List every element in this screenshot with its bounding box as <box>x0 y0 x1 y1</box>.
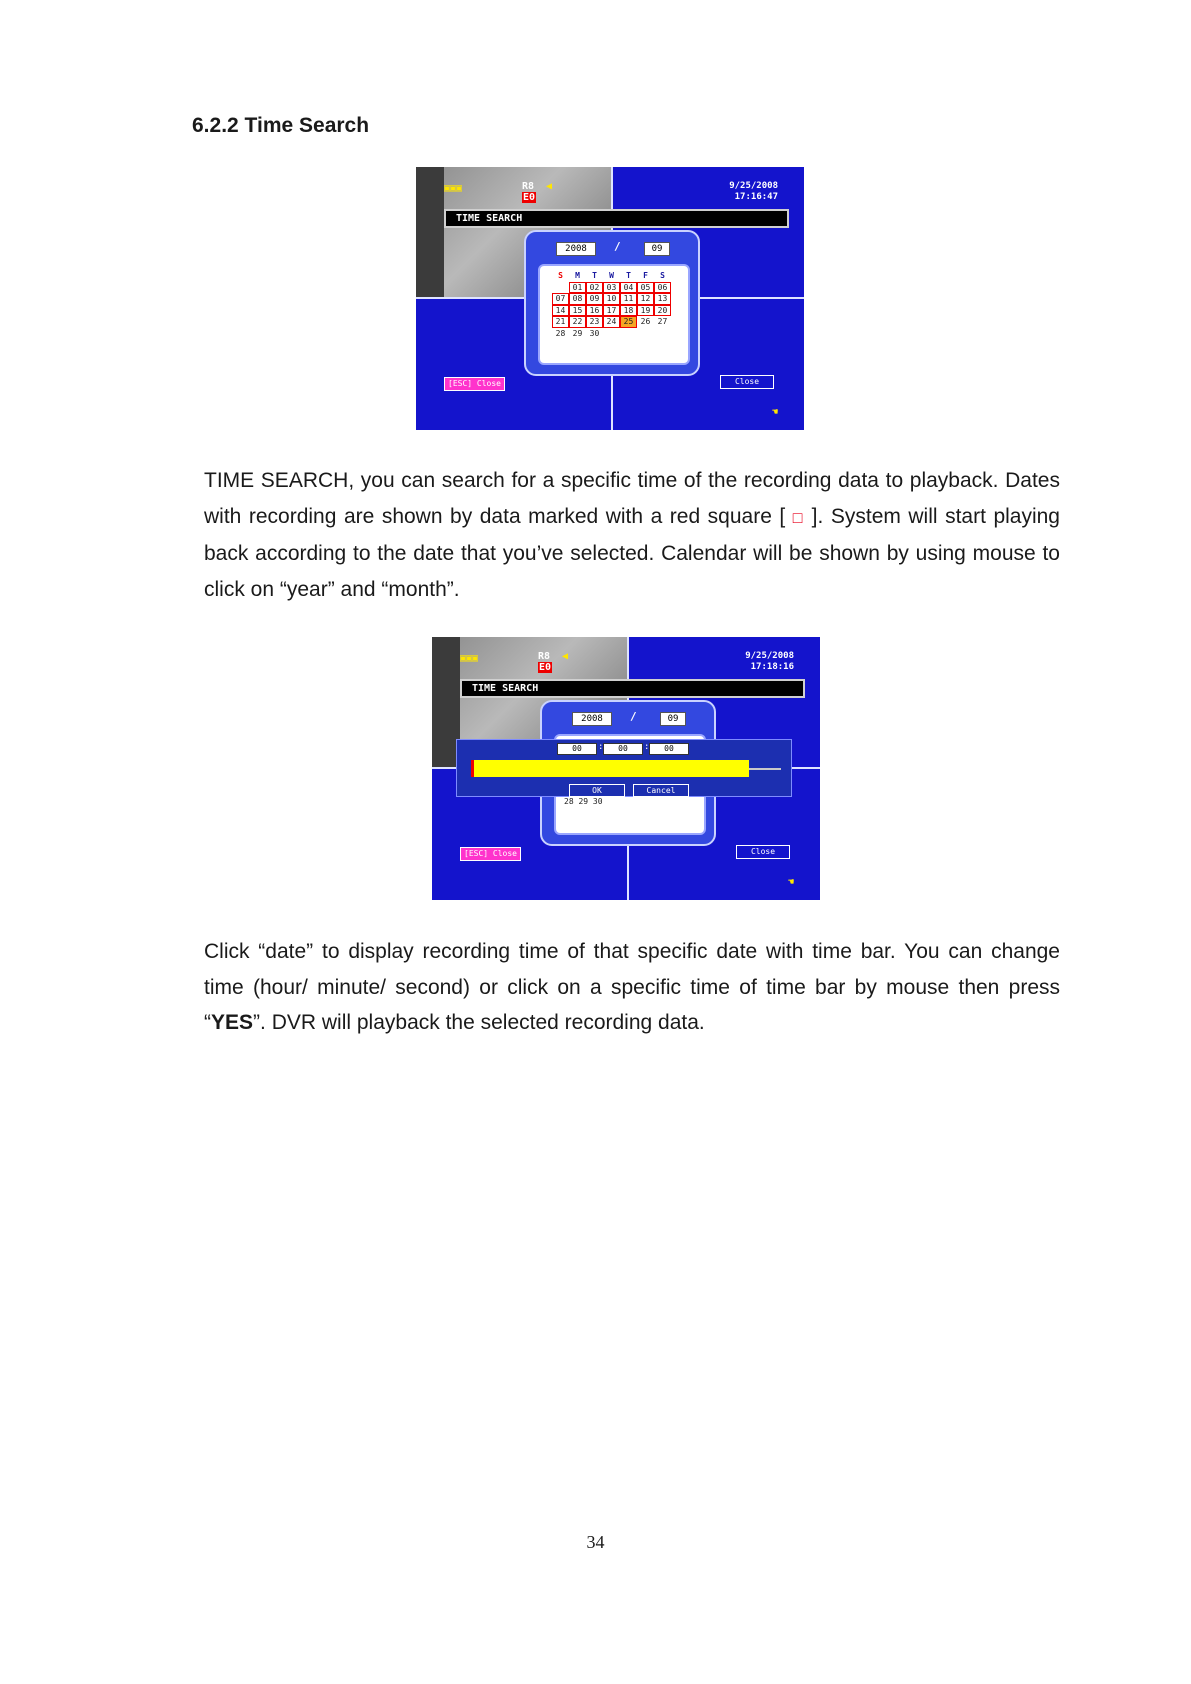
calendar-day[interactable]: 01 <box>569 282 586 294</box>
cancel-button[interactable]: Cancel <box>633 784 689 797</box>
emphasis-yes: YES <box>211 1011 254 1034</box>
date-separator: / <box>614 240 621 253</box>
calendar-day[interactable]: 21 <box>552 316 569 328</box>
calendar-day[interactable]: 30 <box>589 328 600 338</box>
calendar-day[interactable]: 06 <box>654 282 671 294</box>
calendar-day[interactable]: 02 <box>586 282 603 294</box>
calendar-day[interactable]: 23 <box>586 316 603 328</box>
calendar <box>552 270 671 339</box>
calendar-day[interactable]: 28 <box>555 328 566 338</box>
hdd-status-icon: ▣▣▣ <box>460 653 479 664</box>
datetime <box>745 651 794 673</box>
calendar-empty <box>637 328 654 340</box>
close-button[interactable]: Close <box>720 375 774 389</box>
record-badge: E0 <box>523 192 536 203</box>
calendar-day[interactable]: 18 <box>620 305 637 317</box>
weekday-header: W <box>609 271 614 280</box>
weekday-header: M <box>575 271 580 280</box>
calendar-day[interactable]: 10 <box>603 293 620 305</box>
close-button[interactable]: Close <box>736 845 790 859</box>
date-text: 9/25/2008 <box>729 181 778 191</box>
channel-label: R8 <box>522 181 535 192</box>
calendar-day[interactable]: 16 <box>586 305 603 317</box>
calendar-day[interactable]: 13 <box>654 293 671 305</box>
time-bar-track[interactable] <box>749 768 781 770</box>
date-text: 9/25/2008 <box>745 651 794 661</box>
calendar-day[interactable]: 25 <box>620 316 637 328</box>
year-field[interactable]: 2008 <box>556 242 596 256</box>
calendar-day[interactable]: 07 <box>552 293 569 305</box>
calendar-day[interactable]: 26 <box>640 317 651 326</box>
paragraph-click-date <box>204 934 1060 1041</box>
calendar-empty <box>552 282 569 294</box>
page-number: 34 <box>586 1532 605 1552</box>
channel-indicator <box>538 651 552 673</box>
calendar-day[interactable]: 29 <box>572 328 583 338</box>
calendar-day[interactable]: 04 <box>620 282 637 294</box>
paragraph-time-search <box>204 463 1060 607</box>
record-badge: E0 <box>539 662 552 673</box>
calendar-empty <box>620 328 637 340</box>
calendar-grid <box>538 264 690 365</box>
calendar-day[interactable]: 12 <box>637 293 654 305</box>
ok-button[interactable]: OK <box>569 784 625 797</box>
time-text: 17:16:47 <box>734 192 778 202</box>
weekday-header: T <box>592 271 597 280</box>
time-separator: : <box>598 742 604 752</box>
second-stepper[interactable]: 00 <box>649 743 689 755</box>
calendar-day[interactable]: 03 <box>603 282 620 294</box>
cursor-hand-icon: ☚ <box>787 877 794 888</box>
cursor-hand-icon: ☚ <box>771 407 778 418</box>
calendar-day[interactable]: 14 <box>552 305 569 317</box>
calendar-day[interactable]: 15 <box>569 305 586 317</box>
year-field[interactable]: 2008 <box>572 712 612 726</box>
calendar-panel <box>524 230 700 376</box>
red-square-icon: □ <box>792 509 805 527</box>
weekday-header: F <box>643 271 648 280</box>
time-separator: : <box>644 742 650 752</box>
weekday-header: T <box>626 271 631 280</box>
speaker-icon: ◀ <box>562 651 569 662</box>
paragraph-text: ”. DVR will playback the selected recording data. <box>253 1011 705 1034</box>
calendar-last-row: 28 29 30 <box>564 797 603 806</box>
channel-label: R8 <box>538 651 551 662</box>
esc-close-button[interactable]: [ESC] Close <box>460 847 521 861</box>
hour-stepper[interactable]: 00 <box>557 743 597 755</box>
calendar-day[interactable]: 08 <box>569 293 586 305</box>
paragraph-text: TIME SEARCH, you can search for a specific time of the recording data to playback. Dates with recording are shown by data marked with a red square [ <box>204 469 1060 528</box>
time-search-calendar-screenshot <box>416 167 804 430</box>
calendar-day[interactable]: 24 <box>603 316 620 328</box>
esc-close-button[interactable]: [ESC] Close <box>444 377 505 391</box>
calendar-empty <box>654 328 671 340</box>
hdd-status-icon: ▣▣▣ <box>444 183 463 194</box>
calendar-day[interactable]: 22 <box>569 316 586 328</box>
month-field[interactable]: 09 <box>660 712 686 726</box>
weekday-header: S <box>558 271 563 280</box>
time-text: 17:18:16 <box>750 662 794 672</box>
date-separator: / <box>630 710 637 723</box>
dialog-title: TIME SEARCH <box>460 679 805 698</box>
channel-indicator <box>522 181 536 203</box>
dialog-title: TIME SEARCH <box>444 209 789 228</box>
weekday-header: S <box>660 271 665 280</box>
paragraph-text: ]. System will start playing back according to the date that you’ve selected. Calendar will be shown by using mouse to click on “year” and “month”. <box>204 504 1060 601</box>
time-search-timebar-screenshot <box>432 637 820 900</box>
calendar-day[interactable]: 27 <box>657 317 668 326</box>
calendar-day[interactable]: 11 <box>620 293 637 305</box>
calendar-day[interactable]: 17 <box>603 305 620 317</box>
calendar-day[interactable]: 19 <box>637 305 654 317</box>
time-bar-panel <box>456 739 792 797</box>
calendar-day[interactable]: 20 <box>654 305 671 317</box>
calendar-day[interactable]: 05 <box>637 282 654 294</box>
recording-time-bar[interactable] <box>471 760 749 777</box>
minute-stepper[interactable]: 00 <box>603 743 643 755</box>
paragraph-text: Click “date” to display recording time of that specific date with time bar. You can change time (hour/ minute/ second) or click on a specific time of time bar by mouse then press “ <box>204 940 1060 1034</box>
datetime <box>729 181 778 203</box>
month-field[interactable]: 09 <box>644 242 670 256</box>
section-heading: 6.2.2 Time Search <box>192 114 370 137</box>
calendar-empty <box>603 328 620 340</box>
calendar-day[interactable]: 09 <box>586 293 603 305</box>
speaker-icon: ◀ <box>546 181 553 192</box>
